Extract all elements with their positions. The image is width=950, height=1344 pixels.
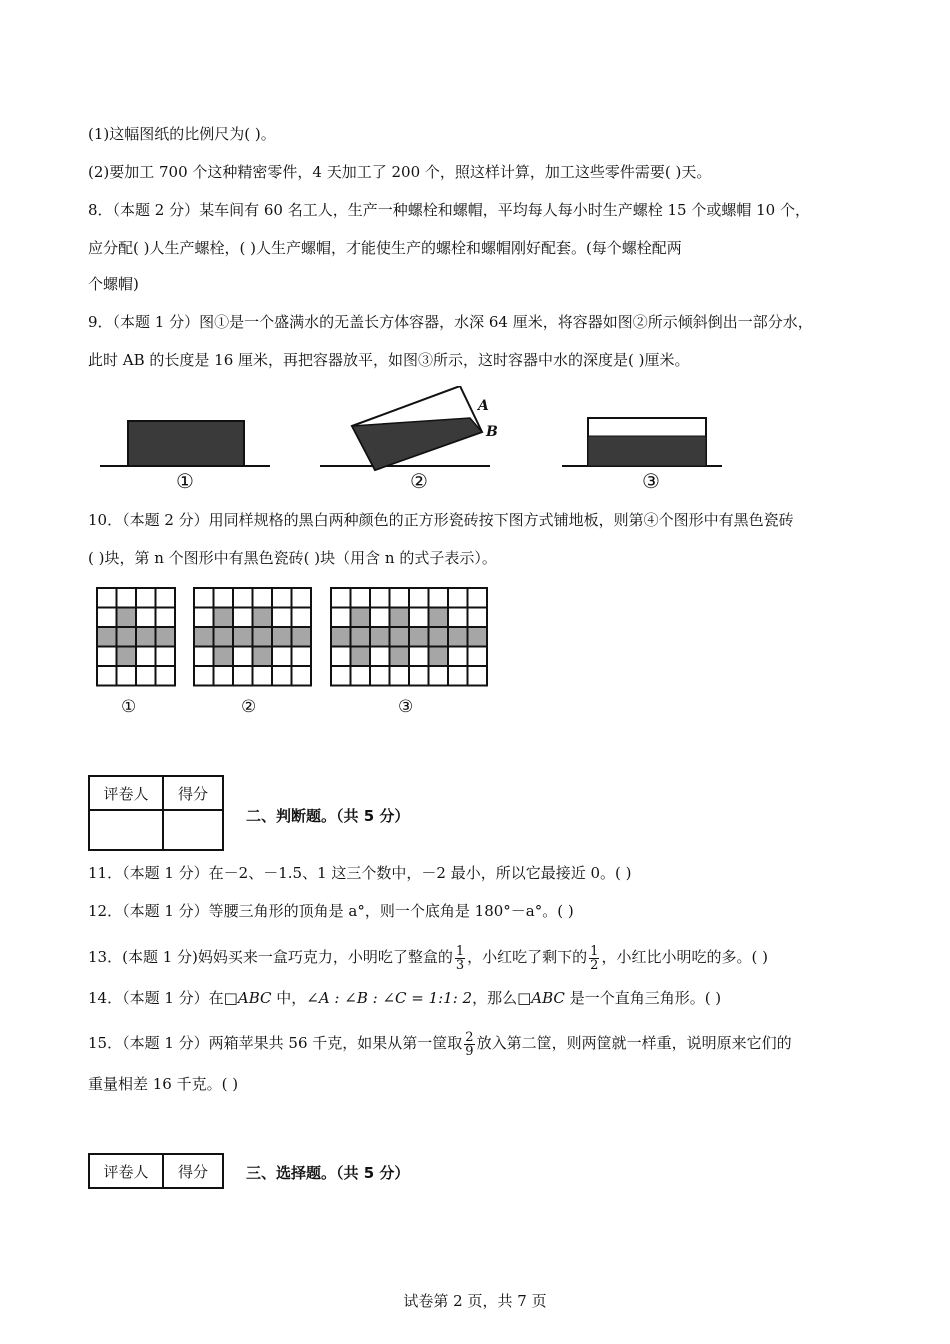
white-tile [429, 666, 449, 686]
tile-grid-3 [331, 588, 487, 686]
q9-line2: 此时 AB 的长度是 16 厘米，再把容器放平，如图③所示，这时容器中水的深度是( )厘米。 [88, 351, 690, 369]
white-tile [429, 588, 449, 608]
white-tile [156, 588, 176, 608]
section2-title: 二、判断题。（共 5 分） [246, 807, 410, 825]
white-tile [370, 666, 390, 686]
tile-grid-1 [97, 588, 175, 686]
black-tile [448, 627, 468, 647]
white-tile [214, 588, 234, 608]
white-tile [253, 666, 273, 686]
white-tile [136, 666, 156, 686]
black-tile [214, 608, 234, 628]
white-tile [214, 666, 234, 686]
white-tile [253, 588, 273, 608]
white-tile [292, 608, 312, 628]
q14: 14．（本题 1 分）在□ABC 中，∠A : ∠B : ∠C = 1:1: 2，那么□ABC 是一个直角三角形。( ) [88, 989, 722, 1007]
angle-ratio: ∠A : ∠B : ∠C = 1:1: 2 [306, 989, 473, 1007]
black-tile [292, 627, 312, 647]
q7-part2: (2)要加工 700 个这种精密零件，4 天加工了 200 个，照这样计算，加工这些零件需要( )天。 [88, 163, 712, 181]
white-tile [468, 666, 488, 686]
fraction-two-ninths: $\frac{2}{9}$ [465, 1029, 474, 1059]
white-tile [331, 588, 351, 608]
white-tile [156, 608, 176, 628]
black-tile [409, 627, 429, 647]
white-tile [409, 647, 429, 667]
grader-cell[interactable] [89, 810, 163, 850]
white-tile [331, 647, 351, 667]
score-header: 得分 [163, 776, 223, 810]
q15-line2: 重量相差 16 千克。( ) [88, 1075, 239, 1093]
section3-title: 三、选择题。（共 5 分） [246, 1164, 410, 1182]
black-tile [253, 627, 273, 647]
score-header: 得分 [163, 1154, 223, 1188]
grader-header: 评卷人 [89, 776, 163, 810]
white-tile [292, 588, 312, 608]
white-tile [390, 588, 410, 608]
black-tile [117, 627, 137, 647]
fraction-one-half: $\frac{1}{2}$ [590, 943, 599, 973]
white-tile [194, 647, 214, 667]
q10-line1: 10．（本题 2 分）用同样规格的黑白两种颜色的正方形瓷砖按下图方式铺地板，则第④个图形中有黑色瓷砖 [88, 511, 794, 529]
score-cell[interactable] [163, 810, 223, 850]
fraction-one-third: $\frac{1}{3}$ [455, 943, 465, 973]
q7-part1: (1)这幅图纸的比例尺为( )。 [88, 125, 276, 143]
white-tile [292, 647, 312, 667]
black-tile [253, 608, 273, 628]
white-tile [409, 588, 429, 608]
q10-fig2-label: ② [241, 697, 257, 717]
white-tile [194, 608, 214, 628]
white-tile [331, 608, 351, 628]
white-tile [272, 608, 292, 628]
q10-line2: ( )块，第 n 个图形中有黑色瓷砖( )块（用含 n 的式子表示）。 [88, 549, 497, 567]
white-tile [136, 608, 156, 628]
black-tile [429, 647, 449, 667]
q9-fig1-label: ① [176, 469, 194, 493]
white-tile [136, 588, 156, 608]
black-tile [390, 647, 410, 667]
black-tile [117, 647, 137, 667]
black-tile [370, 627, 390, 647]
white-tile [448, 588, 468, 608]
white-tile [351, 666, 371, 686]
white-tile [233, 666, 253, 686]
black-tile [233, 627, 253, 647]
black-tile [117, 608, 137, 628]
white-tile [448, 647, 468, 667]
q8-line1: 8．（本题 2 分）某车间有 60 名工人，生产一种螺栓和螺帽，平均每人每小时生产螺栓 15 个或螺帽 10 个， [88, 201, 810, 219]
white-tile [292, 666, 312, 686]
point-b-label: B [486, 424, 498, 440]
white-tile [351, 588, 371, 608]
white-tile [370, 647, 390, 667]
black-tile [351, 608, 371, 628]
black-tile [468, 627, 488, 647]
white-tile [233, 588, 253, 608]
black-tile [429, 608, 449, 628]
black-tile [194, 627, 214, 647]
white-tile [331, 666, 351, 686]
black-tile [97, 627, 117, 647]
q9-line1: 9．（本题 1 分）图①是一个盛满水的无盖长方体容器，水深 64 厘米，将容器如图②所示倾斜倒出一部分水， [88, 313, 813, 331]
black-tile [156, 627, 176, 647]
q15-line1: 15．（本题 1 分）两箱苹果共 56 千克，如果从第一筐取 $\frac{2}{9}$ 放入第二筐，则两筐就一样重，说明原来它们的 [88, 1029, 792, 1059]
black-tile [390, 608, 410, 628]
white-tile [370, 588, 390, 608]
q12: 12．（本题 1 分）等腰三角形的顶角是 a°，则一个底角是 180°－a°。( ) [88, 902, 574, 920]
q11: 11．（本题 1 分）在－2、－1.5、1 这三个数中，－2 最小，所以它最接近 0。( ) [88, 864, 632, 882]
white-tile [156, 666, 176, 686]
white-tile [370, 608, 390, 628]
tile-grid-2 [194, 588, 311, 686]
black-tile [331, 627, 351, 647]
white-tile [156, 647, 176, 667]
white-tile [448, 608, 468, 628]
q10-fig3-label: ③ [398, 697, 414, 717]
white-tile [97, 608, 117, 628]
q13: 13．(本题 1 分)妈妈买来一盒巧克力，小明吃了整盒的 $\frac{1}{3}$ ，小红吃了剩下的 $\frac{1}{2}$ ，小红比小明吃的多。( ) [88, 943, 768, 973]
black-tile [351, 627, 371, 647]
white-tile [233, 647, 253, 667]
white-tile [448, 666, 468, 686]
grader-header: 评卷人 [89, 1154, 163, 1188]
black-tile [214, 627, 234, 647]
white-tile [409, 666, 429, 686]
white-tile [409, 608, 429, 628]
black-tile [429, 627, 449, 647]
white-tile [97, 588, 117, 608]
q9-fig2-label: ② [410, 469, 428, 493]
section3-score-box [88, 1153, 224, 1189]
black-tile [253, 647, 273, 667]
white-tile [117, 666, 137, 686]
q8-line2: 应分配( )人生产螺栓，( )人生产螺帽，才能使生产的螺栓和螺帽刚好配套。(每个螺栓配两 [88, 239, 682, 257]
black-tile [390, 627, 410, 647]
white-tile [233, 608, 253, 628]
white-tile [136, 647, 156, 667]
point-a-label: A [478, 398, 489, 414]
section2-score-box [88, 775, 224, 851]
q9-fig3-label: ③ [642, 469, 660, 493]
black-tile [272, 627, 292, 647]
q8-line3: 个螺帽) [88, 275, 139, 293]
white-tile [468, 608, 488, 628]
white-tile [194, 666, 214, 686]
white-tile [272, 647, 292, 667]
white-tile [272, 588, 292, 608]
white-tile [468, 588, 488, 608]
white-tile [468, 647, 488, 667]
q10-fig1-label: ① [121, 697, 137, 717]
white-tile [194, 588, 214, 608]
black-tile [214, 647, 234, 667]
white-tile [117, 588, 137, 608]
white-tile [97, 666, 117, 686]
white-tile [390, 666, 410, 686]
white-tile [97, 647, 117, 667]
page-footer: 试卷第 2 页，共 7 页 [403, 1292, 547, 1310]
black-tile [136, 627, 156, 647]
white-tile [272, 666, 292, 686]
black-tile [351, 647, 371, 667]
